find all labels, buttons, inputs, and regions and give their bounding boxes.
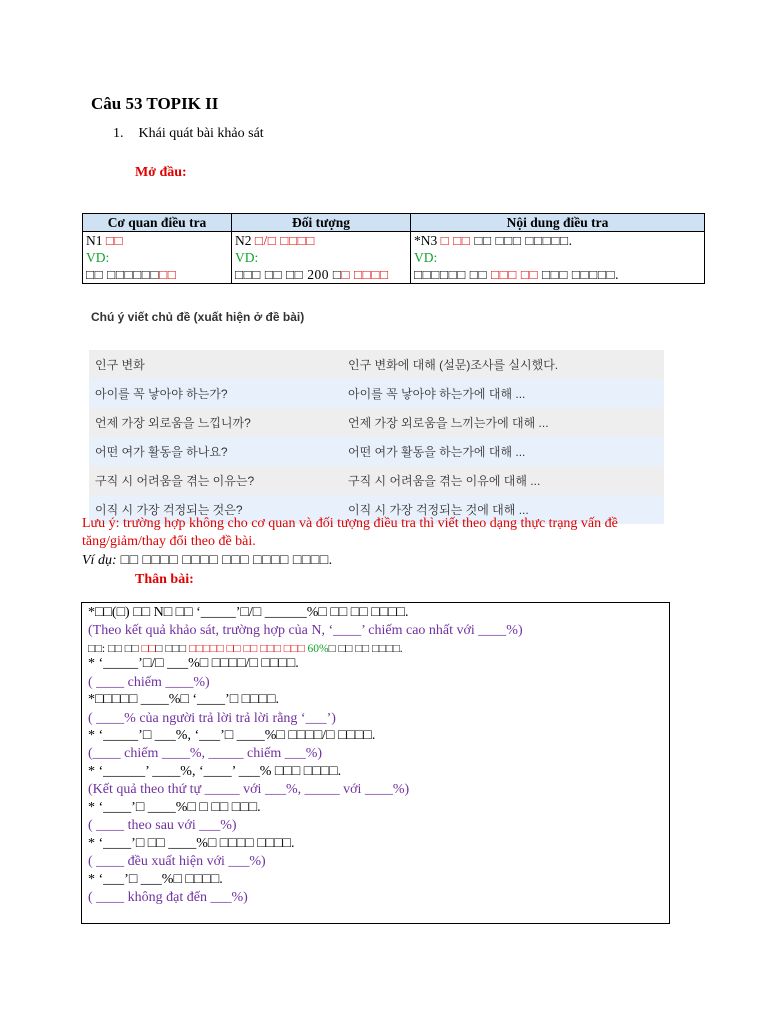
mo-dau-heading: Mở đầu: (135, 165, 187, 180)
example-text: □□ □□□□ □□□□ □□□ □□□□ □□□□. (116, 553, 333, 568)
template-translation: ( ____ chiếm ____%) (88, 675, 210, 690)
template-translation: (____ chiếm ____%, _____ chiếm ___%) (88, 746, 323, 761)
list-item: 이직 시 가장 걱정되는 것은? 이직 시 가장 걱정되는 것에 대해 ... (89, 495, 664, 524)
template-box (81, 602, 670, 924)
template-translation: (Theo kết quả khảo sát, trường hợp của N, ‘____’ chiếm cao nhất với ____%) (88, 623, 523, 638)
content-line-1: *N3 □ □□ □□ □□□ □□□□□. (414, 233, 573, 248)
template-line: * ‘_____’□/□ ___%□ □□□□/□ □□□□. (88, 656, 299, 671)
section-1-number: 1. (113, 126, 124, 141)
example-line (82, 553, 333, 569)
topic-phrase-table (89, 350, 664, 524)
page-title: Câu 53 TOPIK II (91, 94, 219, 113)
template-translation: ( ____% của người trả lời trả lời rằng ‘___’) (88, 711, 336, 726)
template-line: *□□□□□ ____%□ ‘____’□ □□□□. (88, 692, 280, 707)
target-example: □□□ □□ □□ 200 □□ □□□□ (235, 267, 389, 282)
agency-example: □□ □□□□□□□□ (86, 267, 177, 282)
list-item: 아이를 꼭 낳아야 하는가? 아이를 꼭 낳아야 하는가에 대해 ... (89, 379, 664, 408)
template-translation: (Kết quả theo thứ tự _____ với ___%, _____ với ____%) (88, 782, 410, 797)
template-translation: ( ____ theo sau với ___%) (88, 818, 237, 833)
template-line: *□□(□) □□ N□ □□ ‘_____’□/□ ______%□ □□ □□ □□□□. (88, 605, 409, 620)
cell-target (232, 232, 411, 284)
topic-note-heading: Chú ý viết chủ đề (xuất hiện ở đề bài) (91, 310, 305, 324)
template-translation: ( ____ không đạt đến ___%) (88, 890, 248, 905)
template-example: □□: □□ □□ □□□ □□□ □□□□□ □□ □□ □□□ □□□ 60%□ □□ □□ □□□□. (88, 643, 403, 655)
content-example: □□□□□□ □□ □□□ □□ □□□ □□□□□. (414, 267, 619, 282)
header-doi-tuong: Đối tượng (232, 214, 411, 232)
example-label: Ví dụ: (82, 553, 117, 568)
agency-line-1: N1 □□ (86, 233, 124, 248)
list-item: 언제 가장 외로움을 느낍니까? 언제 가장 외로움을 느끼는가에 대해 ... (89, 408, 664, 437)
agency-vd-label: VD: (86, 250, 110, 265)
survey-table-header (83, 214, 705, 232)
template-line: * ‘____’□ □□ ____%□ □□□□ □□□□. (88, 836, 295, 851)
list-item: 인구 변화 인구 변화에 대해 (설문)조사를 실시했다. (89, 350, 664, 379)
list-item: 어떤 여가 활동을 하나요? 어떤 여가 활동을 하는가에 대해 ... (89, 437, 664, 466)
template-line: * ‘______’ ____%, ‘____’ ___% □□□ □□□□. (88, 764, 342, 779)
template-line: * ‘____’□ ____%□ □ □□ □□□. (88, 800, 261, 815)
than-bai-heading: Thân bài: (135, 572, 194, 587)
cell-agency (83, 232, 232, 284)
target-line-1: N2 □/□ □□□□ (235, 233, 315, 248)
template-line: * ‘_____’□ ___%, ‘___’□ ____%□ □□□□/□ □□□□. (88, 728, 376, 743)
template-translation: ( ____ đều xuất hiện với ___%) (88, 854, 266, 869)
template-line: * ‘___’□ ___%□ □□□□. (88, 872, 223, 887)
header-noi-dung: Nội dung điều tra (411, 214, 705, 232)
section-1-heading (113, 126, 264, 142)
note-paragraph: Lưu ý: trường hợp không cho cơ quan và đối tượng điều tra thì viết theo dạng thực trạng vấn đề tăng/giảm/thay đổi theo đề bài. (82, 516, 618, 549)
content-vd-label: VD: (414, 250, 438, 265)
list-item: 구직 시 어려움을 겪는 이유는? 구직 시 어려움을 겪는 이유에 대해 ... (89, 466, 664, 495)
cell-content (411, 232, 705, 284)
survey-table-row (83, 232, 705, 284)
section-1-text: Khái quát bài khảo sát (138, 126, 264, 141)
target-vd-label: VD: (235, 250, 259, 265)
header-co-quan: Cơ quan điều tra (83, 214, 232, 232)
survey-table (82, 213, 705, 284)
